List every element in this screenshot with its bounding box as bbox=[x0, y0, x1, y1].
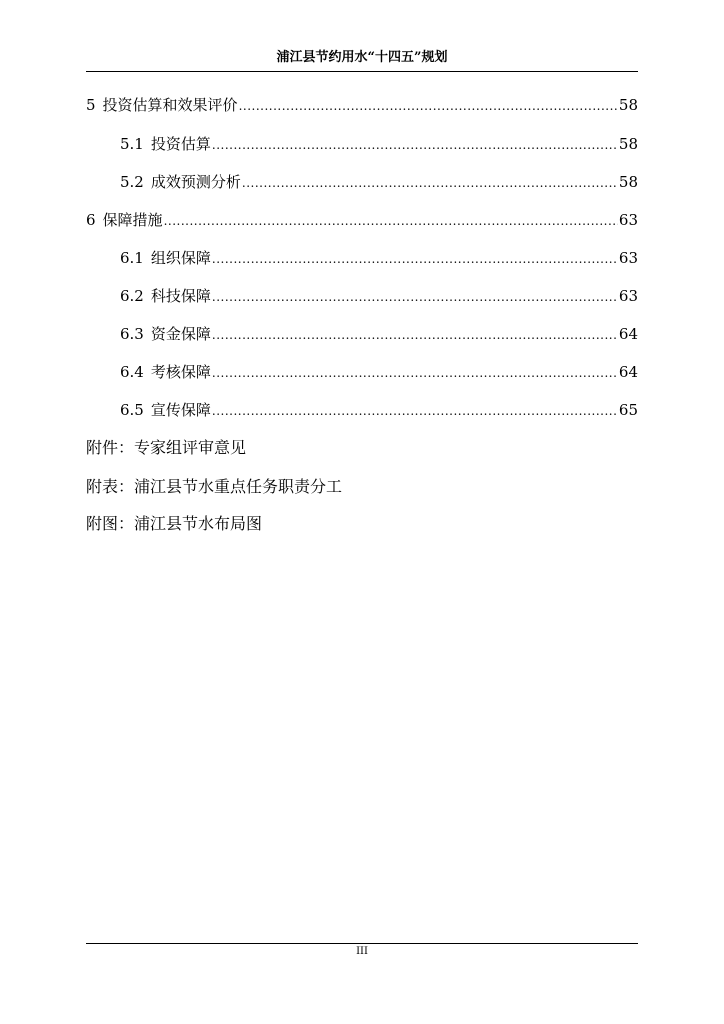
toc-entry-number: 6.5 bbox=[120, 401, 144, 419]
toc-entry-number: 6.2 bbox=[120, 287, 144, 305]
toc-entry-title: 保障措施 bbox=[102, 211, 163, 229]
toc-entry-number: 6 bbox=[86, 211, 96, 229]
toc-entry-number: 5.1 bbox=[120, 135, 144, 153]
page-number: III bbox=[356, 946, 368, 957]
toc-entry-title: 科技保障 bbox=[150, 287, 211, 305]
toc-entry-6-4[interactable] bbox=[120, 361, 638, 384]
toc-entry-title: 组织保障 bbox=[150, 249, 211, 267]
toc-dot-leader bbox=[212, 248, 618, 270]
toc-dot-leader bbox=[212, 286, 618, 308]
toc-entry-title: 成效预测分析 bbox=[150, 173, 241, 191]
toc-entry-number: 6.4 bbox=[120, 363, 144, 381]
toc-entry-title: 投资估算 bbox=[150, 135, 211, 153]
toc-entry-page: 64 bbox=[618, 325, 638, 343]
toc-entry-6-1[interactable] bbox=[120, 247, 638, 270]
toc-entry-5[interactable] bbox=[86, 94, 638, 117]
toc-dot-leader bbox=[239, 95, 618, 117]
appendix-task-table: 附表：浦江县节水重点任务职责分工 bbox=[86, 477, 343, 496]
toc-dot-leader bbox=[212, 362, 618, 384]
toc-dot-leader bbox=[242, 172, 618, 194]
toc-entry-page: 58 bbox=[618, 96, 638, 114]
toc-entry-6-5[interactable] bbox=[120, 399, 638, 422]
toc-entry-6-2[interactable] bbox=[120, 285, 638, 308]
footer-divider bbox=[86, 943, 638, 944]
toc-entry-number: 5 bbox=[86, 96, 96, 114]
page-header-title: 浦江县节约用水“十四五”规划 bbox=[276, 50, 448, 65]
toc-entry-page: 63 bbox=[618, 211, 638, 229]
toc-dot-leader bbox=[164, 210, 618, 232]
toc-entry-title: 资金保障 bbox=[150, 325, 211, 343]
toc-entry-page: 58 bbox=[618, 173, 638, 191]
toc-entry-number: 5.2 bbox=[120, 173, 144, 191]
toc-entry-6-3[interactable] bbox=[120, 323, 638, 346]
toc-entry-title: 投资估算和效果评价 bbox=[102, 96, 238, 114]
toc-dot-leader bbox=[212, 134, 618, 156]
toc-entry-page: 63 bbox=[618, 249, 638, 267]
toc-entry-5-2[interactable] bbox=[120, 171, 638, 194]
toc-entry-page: 65 bbox=[618, 401, 638, 419]
toc-entry-number: 6.3 bbox=[120, 325, 144, 343]
toc-entry-page: 63 bbox=[618, 287, 638, 305]
appendix-expert-review: 附件：专家组评审意见 bbox=[86, 438, 247, 457]
toc-entry-page: 58 bbox=[618, 135, 638, 153]
toc-entry-6[interactable] bbox=[86, 209, 638, 232]
toc-dot-leader bbox=[212, 324, 618, 346]
appendix-layout-map: 附图：浦江县节水布局图 bbox=[86, 514, 263, 533]
toc-entry-title: 宣传保障 bbox=[150, 401, 211, 419]
toc-entry-number: 6.1 bbox=[120, 249, 144, 267]
toc-entry-page: 64 bbox=[618, 363, 638, 381]
toc-dot-leader bbox=[212, 400, 618, 422]
toc-entry-5-1[interactable] bbox=[120, 133, 638, 156]
header-divider bbox=[86, 71, 638, 72]
toc-entry-title: 考核保障 bbox=[150, 363, 211, 381]
